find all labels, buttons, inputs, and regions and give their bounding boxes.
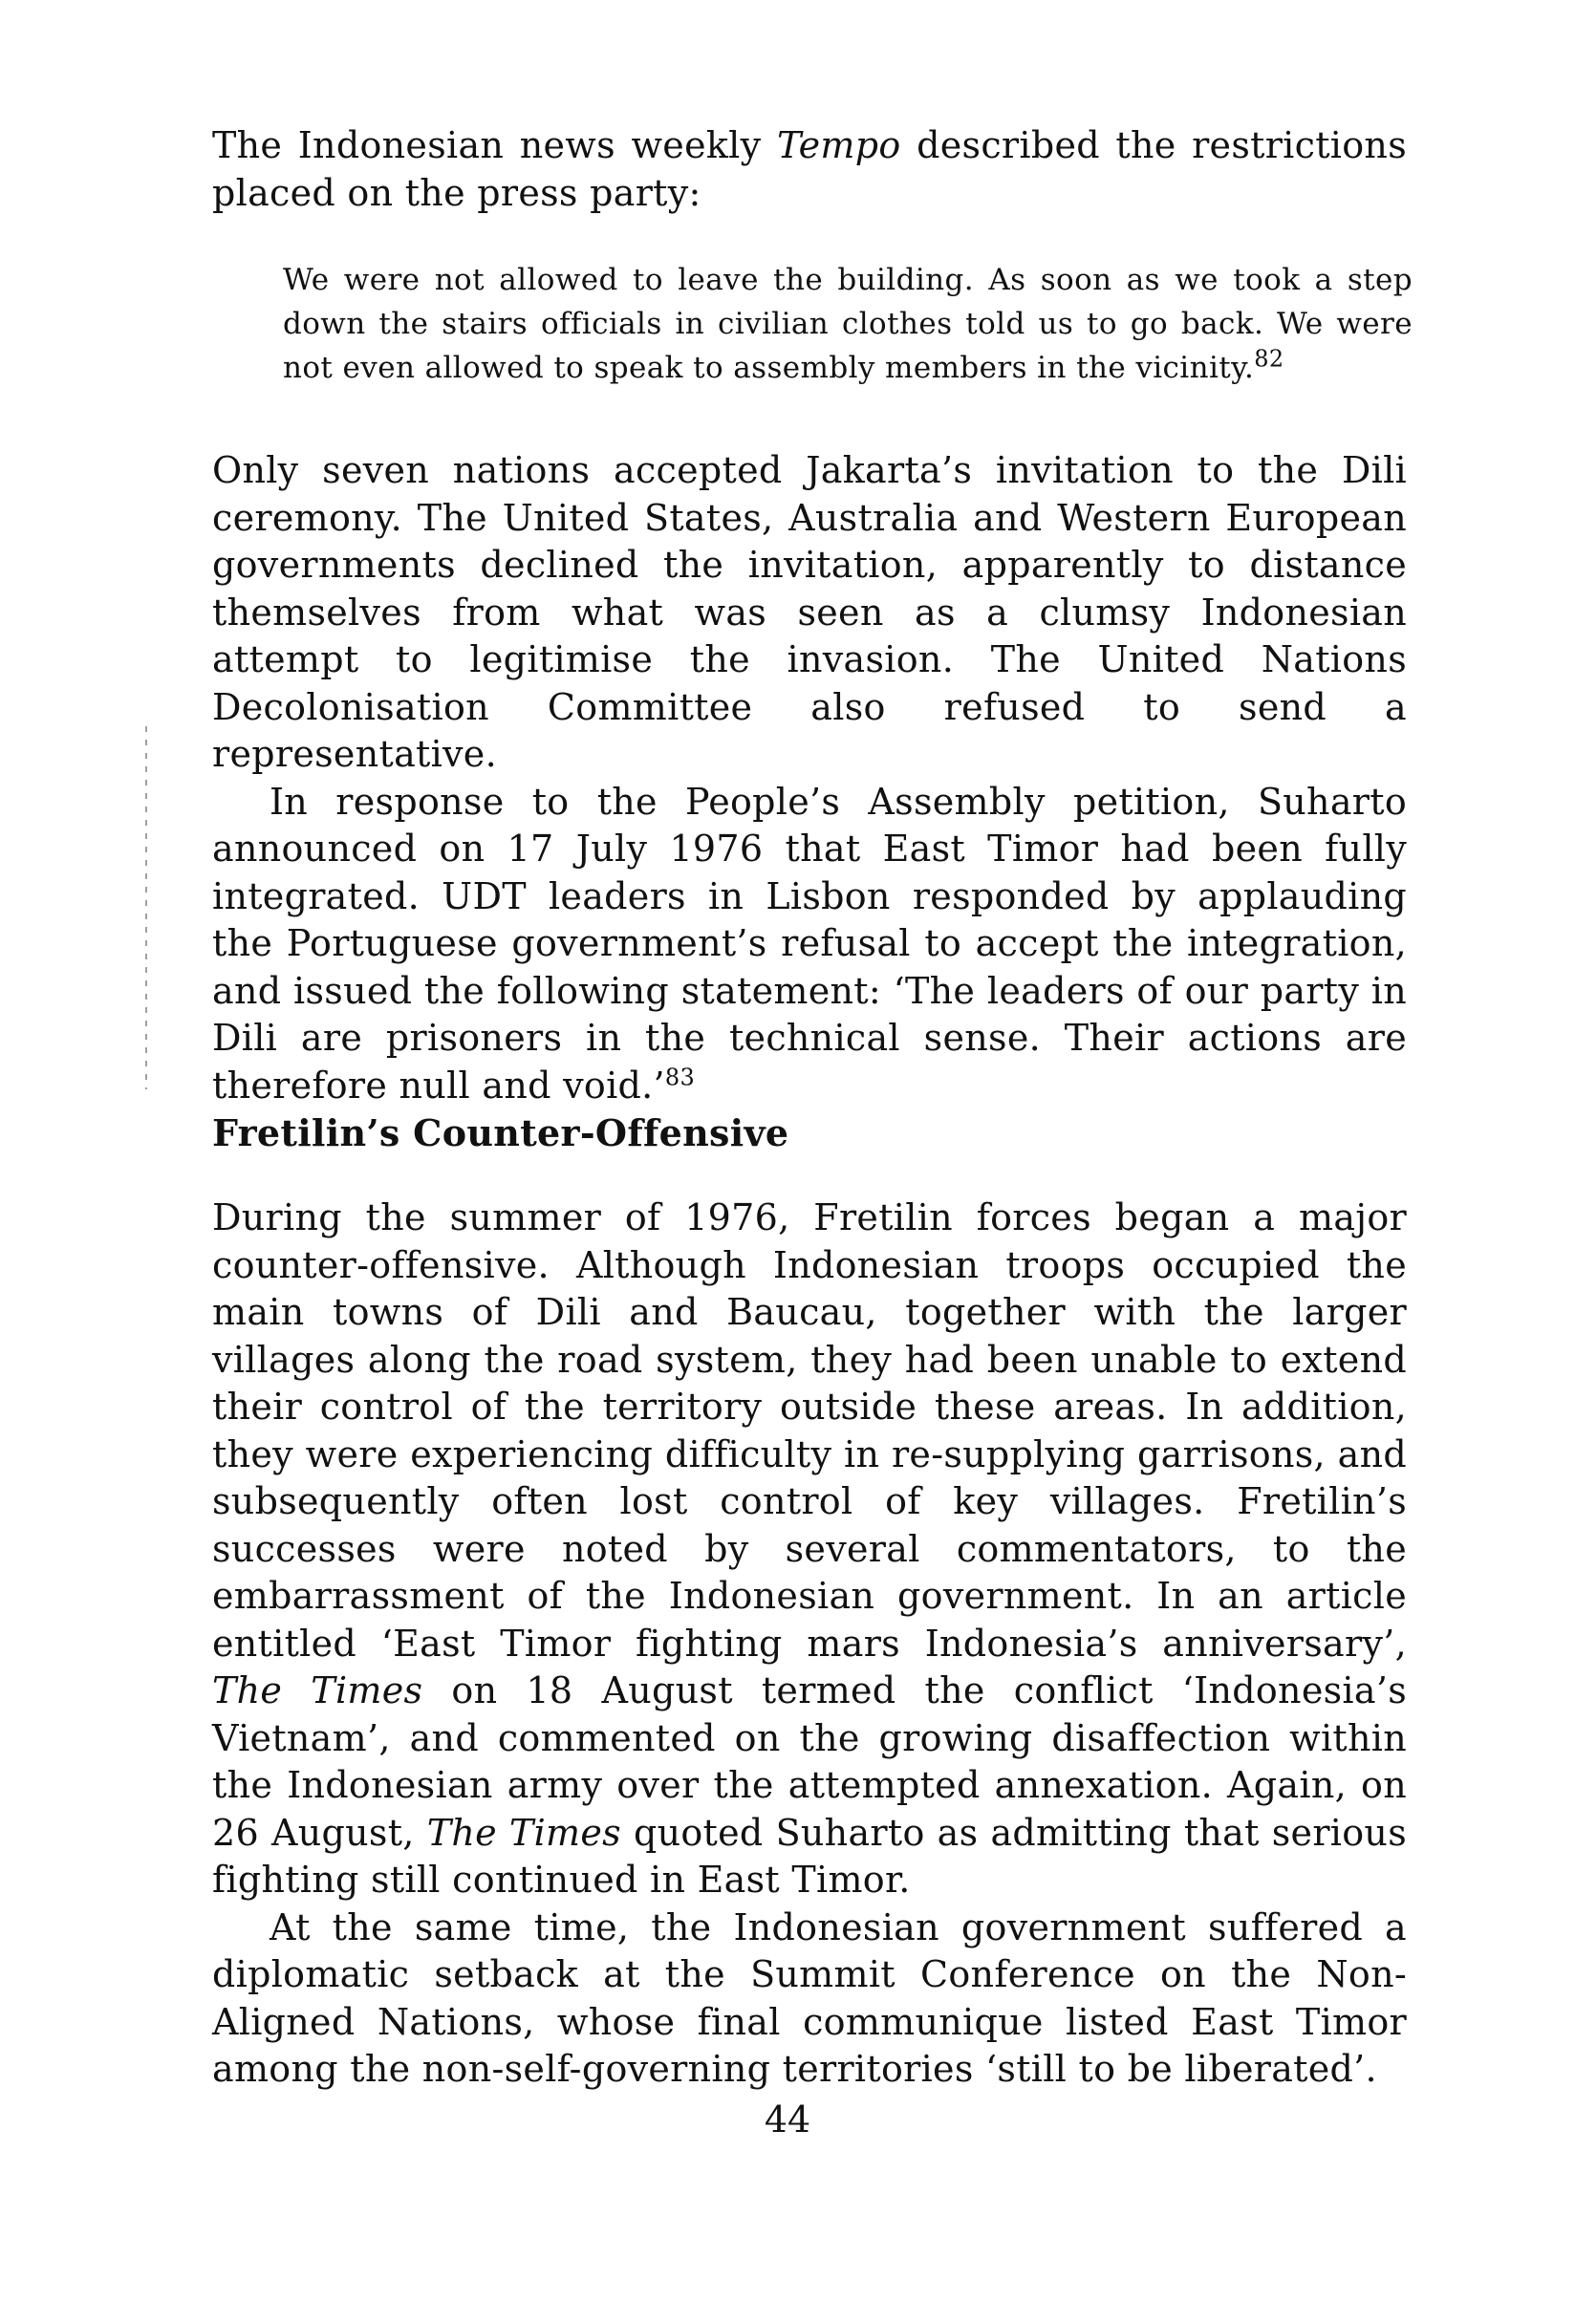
intro-paragraph — [212, 122, 1407, 217]
summer-text-3: quoted Suharto as admitting that serious fighting still continued in East Timor. — [212, 1811, 1407, 1901]
section-heading: Fretilin’s Counter-Offensive — [212, 1111, 789, 1154]
times-title-2: The Times — [426, 1811, 621, 1854]
paragraph-non-aligned: At the same time, the Indonesian government suffered a diplomatic setback at the Summit Conference on the Non-Aligned Nations, whose final communique listed East Timor among the non-self-governing territories ‘still to be liberated’. — [212, 1905, 1407, 2090]
footnote-82: 82 — [1254, 345, 1284, 373]
intro-text-before: The Indonesian news weekly — [212, 124, 777, 166]
paragraph-summer-1976 — [212, 1194, 1407, 1904]
tempo-title: Tempo — [776, 124, 901, 166]
quote-text: We were not allowed to leave the building. As soon as we took a step down the stairs officials in civilian clothes told us to go back. We were not even allowed to speak to assembly members in the vicinity. — [283, 263, 1413, 385]
paragraph-suharto-announcement — [212, 779, 1407, 1110]
intro-text-after: described the restrictions placed on the press party: — [212, 124, 1407, 214]
paragraph-dili-ceremony: Only seven nations accepted Jakarta’s invitation to the Dili ceremony. The United States, Australia and Western European governments declined the invitation, apparently to distance themselves from what was seen as a clumsy Indonesian attempt to legitimise the invasion. The United Nations Decolonisation Committee also refused to send a representative. — [212, 449, 1407, 775]
main-text — [212, 447, 1407, 1109]
press-quote — [283, 258, 1413, 390]
counter-offensive-text — [212, 1194, 1407, 2094]
margin-line — [145, 726, 147, 1089]
summer-text-1: During the summer of 1976, Fretilin forces began a major counter-offensive. Although Indonesian troops occupied the main towns of Dili and Baucau, together with the larger villages along the road system, they had been unable to extend their control of the territory outside these areas. In addition, they were experiencing difficulty in re-supplying garrisons, and subsequently often lost control of key villages. Fretilin’s successes were noted by several commentators, to the embarrassment of the Indonesian government. In an article entitled ‘East Timor fighting mars Indonesia’s anniversary’, — [212, 1196, 1407, 1665]
footnote-83: 83 — [664, 1063, 696, 1090]
suharto-text: In response to the People’s Assembly petition, Suharto announced on 17 July 1976 that East Timor had been fully integrated. UDT leaders in Lisbon responded by applauding the Portuguese government’s refusal to accept the integration, and issued the following statement: ‘The leaders of our party in Dili are prisoners in the technical sense. Their actions are therefore null and void.’ — [212, 780, 1407, 1107]
page-number: 44 — [764, 2098, 811, 2141]
summer-text-2: on 18 August termed the conflict ‘Indonesia’s Vietnam’, and commented on the growing disaffection within the Indonesian army over the attempted annexation. Again, on 26 August, — [212, 1669, 1408, 1854]
times-title-1: The Times — [212, 1669, 423, 1711]
